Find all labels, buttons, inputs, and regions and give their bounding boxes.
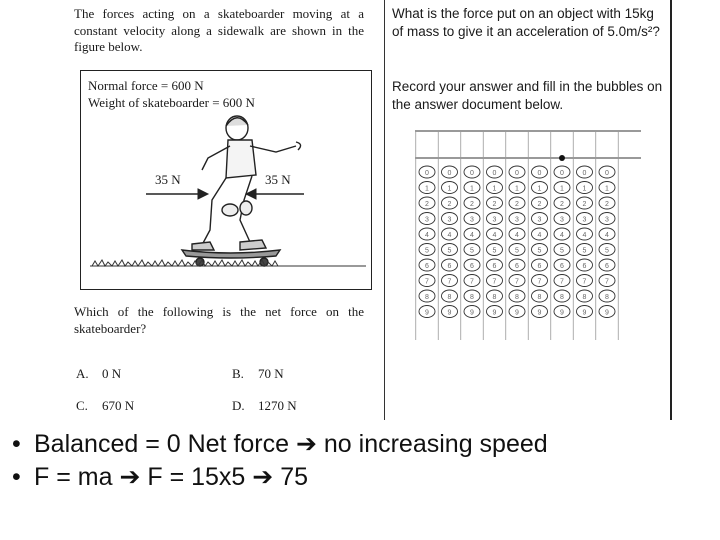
bubble[interactable]: [464, 275, 480, 287]
bubble[interactable]: [419, 275, 435, 287]
bubble[interactable]: [577, 213, 593, 225]
bubble[interactable]: [577, 290, 593, 302]
bubble[interactable]: [419, 259, 435, 271]
right-border: [670, 0, 672, 420]
bubble-digit: 3: [447, 216, 452, 224]
bubble[interactable]: [599, 213, 615, 225]
bubble-digit: 8: [560, 294, 564, 301]
bubble[interactable]: [532, 182, 548, 194]
bubble[interactable]: [554, 290, 570, 302]
bullet-dot-icon: •: [12, 463, 21, 491]
bubble-digit: 1: [582, 185, 587, 193]
bubble[interactable]: [599, 259, 615, 271]
bubble[interactable]: [554, 166, 570, 178]
bubble-digit: 2: [492, 201, 497, 208]
answer-letter: C.: [76, 398, 88, 413]
bubble-digit: 5: [492, 247, 497, 255]
answer-letter: D.: [232, 398, 245, 413]
bubble-digit: 6: [560, 263, 564, 270]
bubble[interactable]: [599, 306, 615, 318]
bubble[interactable]: [599, 228, 615, 240]
bubble[interactable]: [532, 228, 548, 240]
bubble[interactable]: [487, 306, 503, 318]
bubble[interactable]: [577, 275, 593, 287]
bubble-digit: 7: [515, 278, 519, 286]
summary-bullets: [12, 428, 548, 494]
bubble-digit: 6: [582, 263, 587, 270]
question-prompt: Which of the following is the net force on the skateboarder?: [74, 304, 364, 336]
bubble-digit: 5: [447, 247, 452, 255]
right-force-label: 35 N: [265, 172, 291, 187]
bubble[interactable]: [419, 290, 435, 302]
decimal-point-icon: [559, 155, 565, 161]
bubble-digit: 3: [470, 216, 474, 224]
bubble[interactable]: [554, 275, 570, 287]
right-force-arrow: [246, 189, 304, 199]
bubble-digit: 9: [425, 309, 429, 317]
bubble-digit: 1: [492, 185, 497, 193]
bubble[interactable]: [599, 166, 615, 178]
answer-bubble-grid[interactable]: [415, 130, 641, 340]
skateboarder-illustration: [80, 70, 372, 290]
bubble-digit: 0: [537, 170, 542, 177]
bubble[interactable]: [554, 228, 570, 240]
bubble-digit: 9: [492, 309, 497, 317]
bubble[interactable]: [599, 244, 615, 256]
bubble-digit: 6: [515, 263, 519, 270]
skater-figure: [192, 116, 301, 250]
bubble[interactable]: [464, 290, 480, 302]
gridded-instructions: Record your answer and fill in the bubbles on the answer document below.: [392, 79, 663, 112]
bubble-digit: 2: [582, 201, 587, 208]
bubble-digit: 7: [537, 278, 542, 286]
bubble-digit: 9: [537, 309, 542, 317]
grid-bubbles: [419, 166, 615, 318]
bubble[interactable]: [532, 244, 548, 256]
bubble-digit: 6: [537, 263, 542, 270]
bullet-row-1: [12, 428, 548, 461]
bubble-digit: 4: [560, 232, 564, 239]
bubble-digit: 8: [447, 294, 452, 301]
right-arrow-icon: ➔: [295, 430, 317, 458]
bubble-digit: 0: [425, 170, 429, 177]
bubble[interactable]: [487, 213, 503, 225]
bubble[interactable]: [442, 197, 458, 209]
bubble[interactable]: [599, 290, 615, 302]
bubble-digit: 5: [582, 247, 587, 255]
bubble-digit: 6: [425, 263, 429, 270]
bullet-text: Balanced = 0 Net force: [34, 430, 290, 458]
bubble[interactable]: [509, 244, 525, 256]
bubble[interactable]: [532, 290, 548, 302]
bubble-digit: 4: [425, 232, 429, 239]
bubble-digit: 8: [470, 294, 474, 301]
column-divider: [384, 0, 385, 420]
answer-text: 70 N: [258, 366, 284, 381]
bubble[interactable]: [487, 275, 503, 287]
bubble-digit: 2: [605, 201, 609, 208]
bubble-digit: 8: [582, 294, 587, 301]
bubble[interactable]: [464, 213, 480, 225]
bubble-digit: 8: [605, 294, 609, 301]
bubble[interactable]: [509, 182, 525, 194]
bubble[interactable]: [532, 197, 548, 209]
bubble-digit: 3: [537, 216, 542, 224]
bubble-digit: 2: [470, 201, 474, 208]
bubble-digit: 1: [515, 185, 519, 193]
bubble[interactable]: [487, 197, 503, 209]
bubble[interactable]: [442, 182, 458, 194]
bubble[interactable]: [487, 259, 503, 271]
bubble[interactable]: [532, 306, 548, 318]
answer-d[interactable]: [232, 398, 297, 414]
answer-text: 0 N: [102, 366, 122, 381]
bubble-digit: 0: [582, 170, 587, 177]
bubble[interactable]: [464, 306, 480, 318]
bubble-digit: 0: [447, 170, 452, 177]
bubble[interactable]: [487, 290, 503, 302]
bubble-digit: 0: [492, 170, 497, 177]
bubble[interactable]: [532, 166, 548, 178]
bubble-digit: 6: [447, 263, 452, 270]
bubble-digit: 1: [605, 185, 609, 193]
bubble-digit: 7: [425, 278, 429, 286]
bullet-text: 75: [280, 463, 309, 491]
bubble-digit: 5: [425, 247, 429, 255]
bubble[interactable]: [442, 244, 458, 256]
bubble-digit: 9: [560, 309, 564, 317]
bubble[interactable]: [419, 182, 435, 194]
bubble[interactable]: [509, 259, 525, 271]
bubble-digit: 2: [447, 201, 452, 208]
bubble-digit: 9: [605, 309, 609, 317]
bubble-digit: 9: [470, 309, 474, 317]
bullet-dot-icon: •: [12, 430, 21, 458]
bubble-digit: 5: [470, 247, 474, 255]
bubble-digit: 8: [515, 294, 519, 301]
bubble[interactable]: [464, 228, 480, 240]
bubble[interactable]: [577, 228, 593, 240]
bubble-digit: 0: [605, 170, 609, 177]
left-force-label: 35 N: [155, 172, 181, 187]
bubble[interactable]: [509, 290, 525, 302]
bubble-digit: 8: [492, 294, 497, 301]
bubble[interactable]: [442, 290, 458, 302]
bubble[interactable]: [577, 166, 593, 178]
bullet-text: no increasing speed: [323, 430, 548, 458]
normal-force-label: Normal force = 600 N: [88, 78, 204, 93]
bubble-digit: 3: [515, 216, 519, 224]
bubble[interactable]: [577, 244, 593, 256]
bubble[interactable]: [509, 306, 525, 318]
bubble-digit: 9: [582, 309, 587, 317]
bubble-digit: 5: [537, 247, 542, 255]
answer-letter: B.: [232, 366, 244, 381]
answer-text: 1270 N: [258, 398, 297, 413]
bubble-digit: 2: [537, 201, 542, 208]
right-arrow-icon: ➔: [119, 463, 141, 491]
bubble[interactable]: [599, 182, 615, 194]
bubble[interactable]: [419, 228, 435, 240]
bubble-digit: 5: [515, 247, 519, 255]
bubble-digit: 3: [560, 216, 564, 224]
bubble-digit: 2: [515, 201, 519, 208]
bubble-digit: 7: [560, 278, 564, 286]
answer-b[interactable]: [232, 366, 284, 382]
bubble[interactable]: [509, 228, 525, 240]
bubble[interactable]: [554, 244, 570, 256]
bubble[interactable]: [419, 197, 435, 209]
bubble[interactable]: [464, 166, 480, 178]
bubble[interactable]: [577, 197, 593, 209]
bubble-digit: 4: [447, 232, 452, 239]
bubble[interactable]: [509, 197, 525, 209]
gridded-question-stem: What is the force put on an object with 15kg of mass to give it an acceleration of 5.0m/s²?: [392, 6, 660, 39]
bubble[interactable]: [464, 259, 480, 271]
bubble[interactable]: [577, 306, 593, 318]
bubble-digit: 1: [537, 185, 542, 193]
right-arrow-icon: ➔: [252, 463, 274, 491]
bubble-digit: 6: [492, 263, 497, 270]
bubble-digit: 6: [470, 263, 474, 270]
bubble[interactable]: [464, 182, 480, 194]
bubble-digit: 3: [605, 216, 609, 224]
bubble-digit: 0: [515, 170, 519, 177]
weight-label: Weight of skateboarder = 600 N: [88, 95, 255, 110]
bubble-digit: 4: [515, 232, 519, 239]
bubble[interactable]: [554, 197, 570, 209]
bubble-digit: 4: [492, 232, 497, 239]
bubble[interactable]: [599, 197, 615, 209]
bubble[interactable]: [554, 259, 570, 271]
bubble[interactable]: [419, 306, 435, 318]
bubble-digit: 5: [605, 247, 609, 255]
bubble-digit: 7: [447, 278, 452, 286]
bubble-digit: 3: [492, 216, 497, 224]
left-force-arrow: [146, 189, 208, 199]
bubble-digit: 0: [560, 170, 564, 177]
bubble-digit: 3: [582, 216, 587, 224]
bubble-digit: 0: [470, 170, 474, 177]
bubble-digit: 1: [470, 185, 474, 193]
bubble[interactable]: [487, 166, 503, 178]
bubble[interactable]: [487, 182, 503, 194]
bubble-digit: 7: [605, 278, 609, 286]
bubble[interactable]: [577, 182, 593, 194]
bubble[interactable]: [419, 244, 435, 256]
bubble[interactable]: [509, 166, 525, 178]
bubble[interactable]: [554, 182, 570, 194]
question-stem: The forces acting on a skateboarder moving at a constant velocity along a sidewalk are shown in the figure below.: [74, 6, 364, 54]
bubble-digit: 5: [560, 247, 564, 255]
bubble-digit: 8: [537, 294, 542, 301]
bubble[interactable]: [419, 166, 435, 178]
bubble[interactable]: [487, 228, 503, 240]
bubble-digit: 8: [425, 294, 429, 301]
bubble-digit: 2: [560, 201, 564, 208]
bubble-digit: 2: [425, 201, 429, 208]
bullet-row-2: [12, 461, 548, 494]
bubble-digit: 9: [447, 309, 452, 317]
bubble-digit: 3: [425, 216, 429, 224]
bubble[interactable]: [577, 259, 593, 271]
bubble-digit: 6: [605, 263, 609, 270]
bubble[interactable]: [442, 275, 458, 287]
bubble[interactable]: [442, 259, 458, 271]
answer-text: 670 N: [102, 398, 135, 413]
bubble[interactable]: [509, 213, 525, 225]
bubble-digit: 4: [470, 232, 474, 239]
bubble[interactable]: [419, 213, 435, 225]
bubble-digit: 7: [492, 278, 497, 286]
bubble-digit: 1: [560, 185, 564, 193]
bubble[interactable]: [532, 213, 548, 225]
bullet-text: F = ma: [34, 463, 113, 491]
answer-a[interactable]: [76, 366, 121, 382]
bubble[interactable]: [464, 244, 480, 256]
bullet-text: F = 15x5: [147, 463, 246, 491]
ground: [90, 260, 366, 266]
bubble-digit: 1: [447, 185, 452, 193]
bubble[interactable]: [599, 275, 615, 287]
bubble[interactable]: [487, 244, 503, 256]
bubble-digit: 9: [515, 309, 519, 317]
bubble-digit: 7: [582, 278, 587, 286]
bubble[interactable]: [464, 197, 480, 209]
bubble[interactable]: [442, 306, 458, 318]
bubble-digit: 1: [425, 185, 429, 193]
answer-letter: A.: [76, 366, 89, 381]
bubble[interactable]: [442, 213, 458, 225]
bubble-digit: 4: [605, 232, 609, 239]
bubble[interactable]: [442, 228, 458, 240]
bubble[interactable]: [442, 166, 458, 178]
bubble-digit: 4: [537, 232, 542, 239]
bubble[interactable]: [554, 213, 570, 225]
bubble[interactable]: [509, 275, 525, 287]
bubble[interactable]: [532, 259, 548, 271]
bubble[interactable]: [532, 275, 548, 287]
bubble-digit: 7: [470, 278, 474, 286]
bubble[interactable]: [554, 306, 570, 318]
answer-c[interactable]: [76, 398, 134, 414]
bubble-digit: 4: [582, 232, 587, 239]
